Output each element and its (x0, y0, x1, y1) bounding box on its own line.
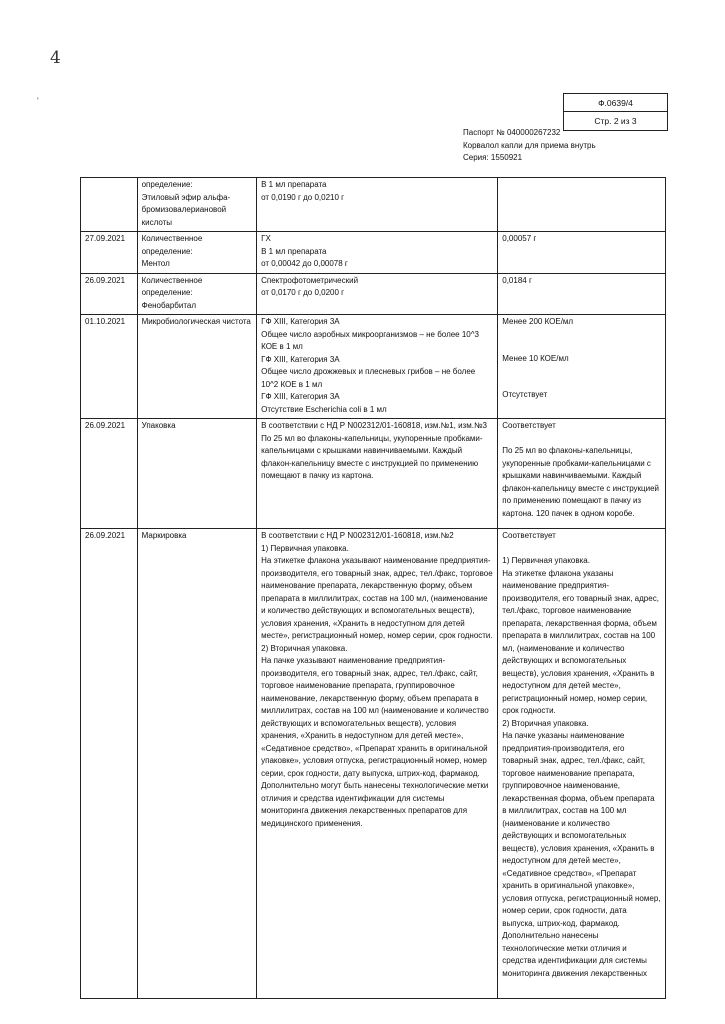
test-norm: В 1 мл препарата от 0,0190 г до 0,0210 г (257, 178, 498, 232)
result-ecoli: Отсутствует (502, 390, 548, 399)
table-row (81, 232, 666, 274)
table-row (81, 315, 666, 419)
test-norm: В соответствии с НД Р N002312/01-160818, изм.№2 1) Первичная упаковка. На этикетке флакона указывают наименование предприятия-производителя, его товарный знак, адрес, тел./факс, торговое наименование препарата, лекарственную форму, объем препарата в миллилитрах, состав на 100 мл, (наименование и количество действующих и вспомогательных веществ), условия хранения, «Хранить в недоступном для детей месте», регистрационный номер, номер серии, срок годности. 2) Вторичная упаковка. На пачке указывают наименование предприятия-производителя, его товарный знак, адрес, тел./факс, сайт, торговое наименование препарата, группировочное наименование, лекарственную форму, объем препарата в миллилитрах, состав на 100 мл (наименование и количество действующих и вспомогательных веществ), условия хранения, «Хранить в недоступном для детей месте», «Седативное средство», «Препарат хранить в оригинальной упаковке», условия отпуска, регистрационный номер, номер серии, срок годности, дату выпуска, штрих-код, фармакод. Дополнительно могут быть нанесены технологические метки отличия и средства идентификации для системы мониторинга движения лекарственных препаратов для медицинского применения. (257, 529, 498, 999)
test-result: 0,0184 г (498, 273, 666, 315)
test-result (498, 178, 666, 232)
test-parameter: Количественное определение: Ментол (137, 232, 257, 274)
product-name: Корвалол капли для приема внутрь (463, 140, 596, 150)
test-date: 26.09.2021 (81, 273, 138, 315)
form-code-box (563, 93, 668, 131)
test-norm: ГХ В 1 мл препарата от 0,00042 до 0,00078 г (257, 232, 498, 274)
quality-table (80, 177, 666, 999)
test-result (498, 315, 666, 419)
form-code: Ф.0639/4 (564, 94, 667, 112)
page-number: Стр. 2 из 3 (594, 116, 637, 126)
test-parameter: определение: Этиловый эфир альфа-бромизовалериановой кислоты (137, 178, 257, 232)
passport-header (463, 127, 596, 165)
test-date (81, 178, 138, 232)
result-aerobic: Менее 200 КОЕ/мл (502, 317, 574, 326)
test-result: 0,00057 г (498, 232, 666, 274)
test-norm: В соответствии с НД Р N002312/01-160818, изм.№1, изм.№3 По 25 мл во флаконы-капельницы, укупоренные пробками-капельницами с крышками навинчиваемыми. Каждый флакон-капельницу вместе с инструкцией по применению помещают в пачку из картона. (257, 419, 498, 529)
table-row (81, 419, 666, 529)
test-norm: ГФ XIII, Категория 3А Общее число аэробных микроорганизмов – не более 10^3 КОЕ в 1 мл ГФ XIII, Категория 3А Общее число дрожжевых и плесневых грибов – не более 10^2 КОЕ в 1 мл ГФ XIII, Категория 3А Отсутствие Escherichia coli в 1 мл (257, 315, 498, 419)
result-yeast-mold: Менее 10 КОЕ/мл (502, 353, 569, 363)
test-date: 01.10.2021 (81, 315, 138, 419)
series-number: Серия: 1550921 (463, 153, 523, 162)
test-result: Соответствует 1) Первичная упаковка. На этикетке флакона указаны наименование предприятия-производителя, его товарный знак, адрес, тел./факс, торговое наименование препарата, лекарственная форма, объем препарата в миллилитрах, состав на 100 мл, (наименование и количество действующих и вспомогательных веществ), условия хранения, «Хранить в недоступном для детей месте», регистрационный номер, номер серии, срок годности. 2) Вторичная упаковка. На пачке указаны наименование предприятия-производителя, его товарный знак, адрес, тел./факс, сайт, торговое наименование препарата, группировочное наименование, лекарственная форма, объем препарата в миллилитрах, состав на 100 мл (наименование и количество действующих и вспомогательных веществ), условия хранения, «Хранить в недоступном для детей месте», «Седативное средство», «Препарат хранить в оригинальной упаковке», условия отпуска, регистрационный номер, номер серии, срок годности, дата выпуска, штрих-код, фармакод. Дополнительно нанесены технологические метки отличия и средства идентификации для системы мониторинга движения лекарственных (498, 529, 666, 999)
test-date: 26.09.2021 (81, 419, 138, 529)
test-parameter: Маркировка (137, 529, 257, 999)
scan-tick-mark: ' (37, 96, 39, 106)
test-result: Соответствует По 25 мл во флаконы-капельницы, укупоренные пробками-капельницами с крышками навинчиваемыми. Каждый флакон-капельницу вместе с инструкцией по применению помещают в пачку из картона. 120 пачек в одном коробе. (498, 419, 666, 529)
test-date: 26.09.2021 (81, 529, 138, 999)
test-norm: Спектрофотометрический от 0,0170 г до 0,0200 г (257, 273, 498, 315)
test-parameter: Количественное определение: Фенобарбитал (137, 273, 257, 315)
handwritten-mark: 4 (50, 48, 61, 68)
table-row (81, 178, 666, 232)
test-parameter: Упаковка (137, 419, 257, 529)
test-parameter: Микробиологическая чистота (137, 315, 257, 419)
passport-number: Паспорт № 040000267232 (463, 128, 561, 137)
table-row (81, 273, 666, 315)
test-date: 27.09.2021 (81, 232, 138, 274)
table-row (81, 529, 666, 999)
